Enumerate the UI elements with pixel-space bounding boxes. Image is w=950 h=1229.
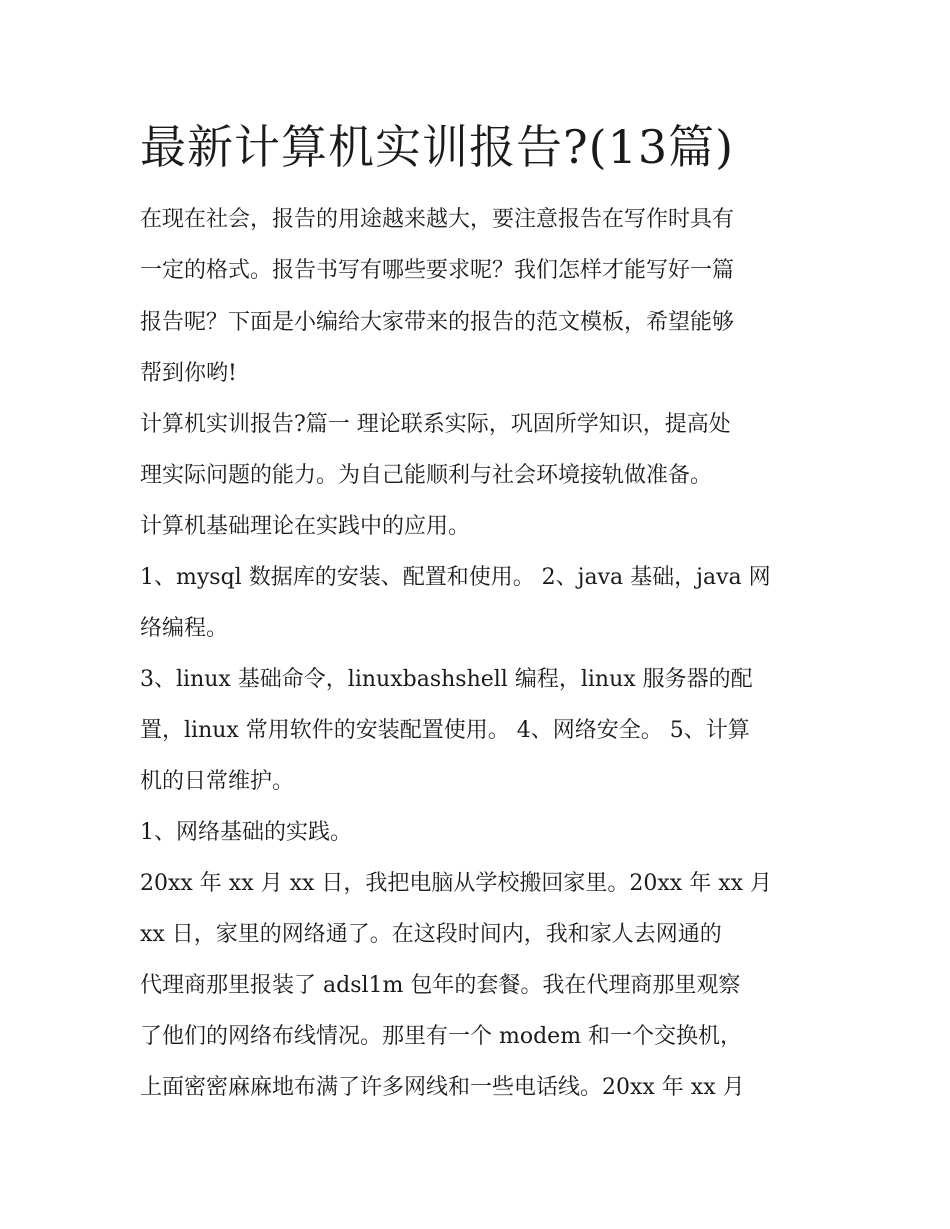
body-line: 在现在社会，报告的用途越来越大，要注意报告在写作时具有 [140,207,735,232]
body-line: 20xx 年 xx 月 xx 日，我把电脑从学校搬回家里。20xx 年 xx 月 [140,871,773,896]
body-line: 3、linux 基础命令，linuxbashshell 编程，linux 服务器的配 [140,667,753,692]
body-line: 1、网络基础的实践。 [140,820,352,845]
body-line: 了他们的网络布线情况。那里有一个 modem 和一个交换机， [140,1024,743,1049]
body-line: 报告呢？下面是小编给大家带来的报告的范文模板，希望能够 [140,310,735,335]
body-line: 代理商那里报装了 adsl1m 包年的套餐。我在代理商那里观察 [140,973,741,998]
body-line: 络编程。 [140,616,229,641]
body-line: 机的日常维护。 [140,769,295,794]
body-line: 计算机基础理论在实践中的应用。 [140,514,471,539]
body-line: 计算机实训报告?篇一 理论联系实际，巩固所学知识，提高处 [140,412,731,437]
body-line: 上面密密麻麻地布满了许多网线和一些电话线。20xx 年 xx 月 [140,1075,745,1100]
body-line: 帮到你哟! [140,361,237,386]
body-line: 理实际问题的能力。为自己能顺利与社会环境接轨做准备。 [140,463,713,488]
body-line: 一定的格式。报告书写有哪些要求呢？我们怎样才能写好一篇 [140,258,735,283]
document-title: 最新计算机实训报告?(13篇) [140,120,735,174]
body-line: 1、mysql 数据库的安装、配置和使用。 2、java 基础，java 网 [140,565,771,590]
body-line: 置，linux 常用软件的安装配置使用。 4、网络安全。 5、计算 [140,718,750,743]
body-line: xx 日，家里的网络通了。在这段时间内，我和家人去网通的 [140,922,722,947]
